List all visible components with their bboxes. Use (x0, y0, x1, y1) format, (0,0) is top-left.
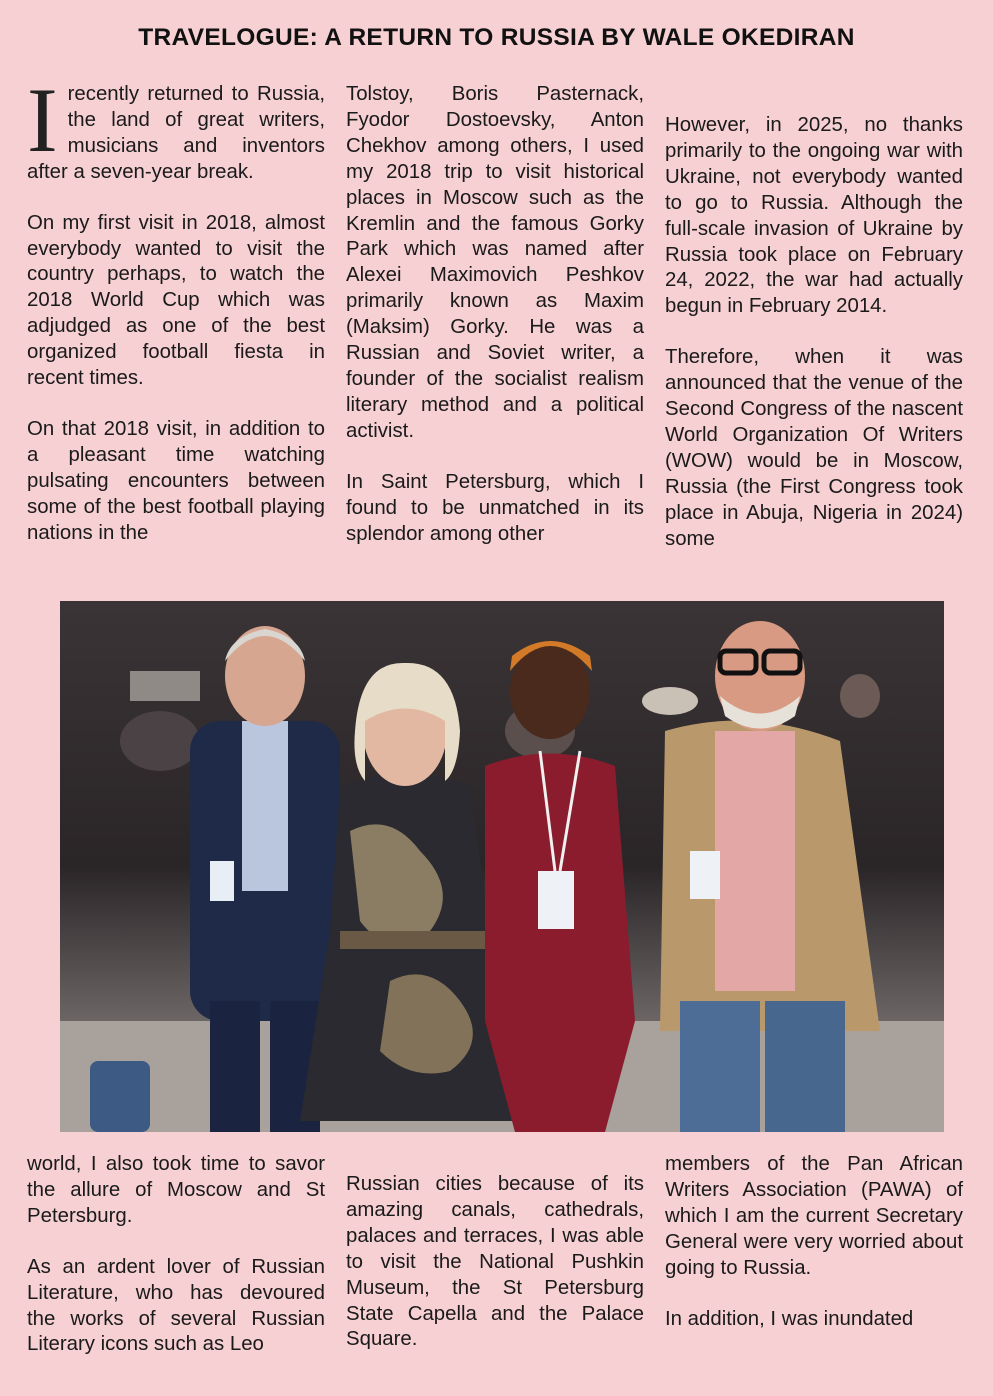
column-1-bottom (27, 1152, 325, 1383)
column-2-top (346, 82, 644, 572)
paragraph: In addition, I was inundated (665, 1307, 914, 1330)
paragraph: However, in 2025, no thanks primarily to the ongoing war with Ukraine, not everybody wanted to go to Russia. Although the full-scale invasion of Ukraine by Russia took place on February 24, 2022, the war had actually begun in February 2014. (665, 114, 963, 318)
photo-illustration (60, 601, 944, 1132)
paragraph: Therefore, when it was announced that the venue of the Second Congress of the nascent World Organization Of Writers (WOW) would be in Moscow, Russia (the First Congress took place in Abuja, Nigeria in 2024) some (665, 346, 963, 550)
paragraph: As an ardent lover of Russian Literature, who has devoured the works of several Russian Literary icons such as Leo (27, 1255, 325, 1356)
paragraph (27, 69, 325, 186)
column-1-top (27, 69, 325, 572)
column-3-bottom (665, 1152, 963, 1357)
paragraph-text: recently returned to Russia, the land of great writers, musicians and inventors after a seven-year break. (27, 83, 325, 183)
group-photo (60, 601, 944, 1132)
drop-cap: I (27, 69, 58, 171)
paragraph: world, I also took time to savor the allure of Moscow and St Petersburg. (27, 1153, 325, 1227)
paragraph: Tolstoy, Boris Pasternack, Fyodor Dostoevsky, Anton Chekhov among others, I used my 2018 trip to visit historical places in Moscow such as the Kremlin and the famous Gorky Park which was named after Alexei Maximovich Peshkov primarily known as Maxim (Maksim) Gorky. He was a Russian and Soviet writer, a founder of the socialist realism literary method and a political activist. (346, 83, 644, 442)
paragraph: members of the Pan African Writers Association (PAWA) of which I am the current Secretary General were very worried about going to Russia. (665, 1153, 963, 1279)
column-3-top (665, 113, 963, 578)
paragraph: On that 2018 visit, in addition to a pleasant time watching pulsating encounters between some of the best football playing nations in the (27, 417, 325, 544)
column-2-bottom (346, 1172, 644, 1378)
paragraph: On my first visit in 2018, almost everybody wanted to visit the country perhaps, to watch the 2018 World Cup which was adjudged as one of the best organized football fiesta in recent times. (27, 211, 325, 390)
article-title: TRAVELOGUE: A RETURN TO RUSSIA BY WALE OKEDIRAN (138, 24, 855, 51)
paragraph: In Saint Petersburg, which I found to be unmatched in its splendor among other (346, 470, 644, 545)
paragraph: Russian cities because of its amazing canals, cathedrals, palaces and terraces, I was able to visit the National Pushkin Museum, the St Petersburg State Capella and the Palace Square. (346, 1173, 644, 1351)
